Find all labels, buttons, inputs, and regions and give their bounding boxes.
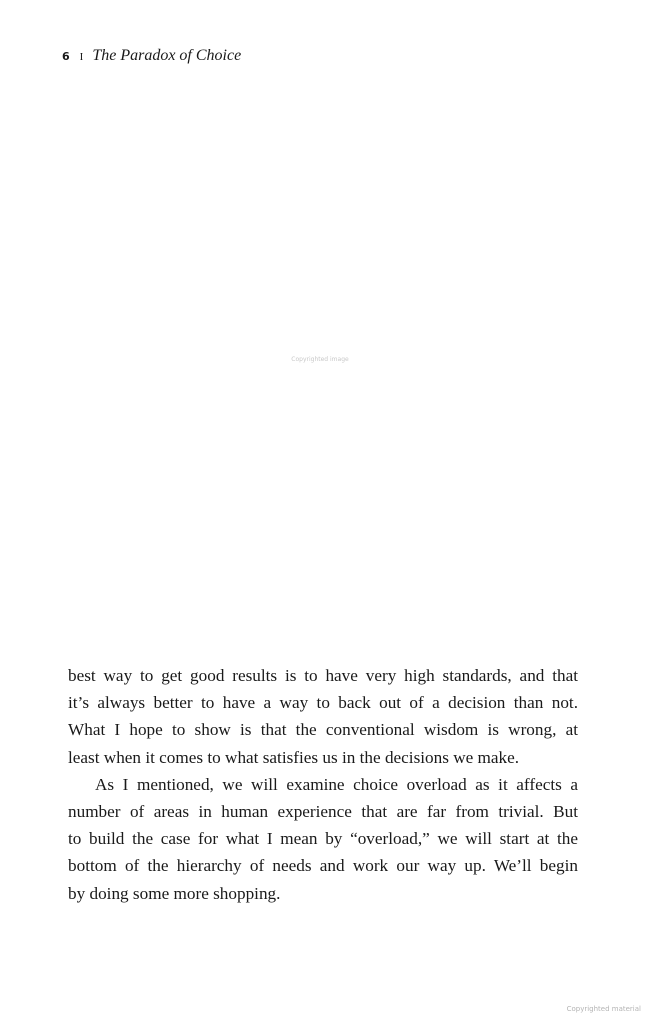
- text-line: it’s always better to have a way to back out of a decision than not.: [68, 693, 578, 713]
- text-line: by doing some more shopping.: [68, 883, 281, 903]
- body-text: [68, 662, 578, 907]
- copyrighted-material-notice: Copyrighted material: [566, 1005, 641, 1013]
- copyrighted-image-notice: Copyrighted image: [291, 356, 349, 363]
- text-line: As I mentioned, we will examine choice overload as it affects a: [95, 774, 578, 794]
- copyrighted-image-area: [60, 100, 580, 620]
- page-number: 6: [62, 50, 70, 63]
- running-head: [62, 46, 241, 67]
- text-line: to build the case for what I mean by “overload,” we will start at the: [68, 829, 578, 849]
- text-line: number of areas in human experience that are far from trivial. But: [68, 802, 578, 822]
- text-line: What I hope to show is that the conventional wisdom is wrong, at: [68, 720, 578, 740]
- running-head-separator: I: [79, 51, 84, 63]
- book-title: The Paradox of Choice: [92, 47, 242, 64]
- text-line: best way to get good results is to have very high standards, and that: [68, 666, 578, 685]
- text-line: least when it comes to what satisfies us in the decisions we make.: [68, 747, 520, 767]
- text-line: bottom of the hierarchy of needs and work our way up. We’ll begin: [68, 856, 578, 876]
